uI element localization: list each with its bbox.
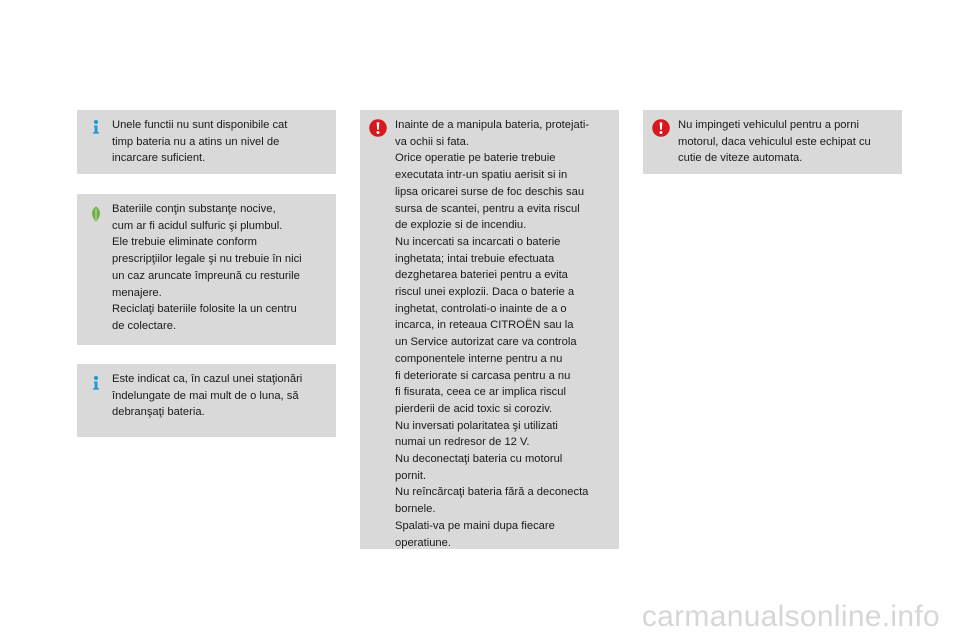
warning-icon — [652, 119, 670, 137]
warning-note-text: Inainte de a manipula bateria, protejati- va ochii si fata. Orice operatie pe baterie trebuie executata intr-un spatiu aerisit si in lipsa oricarei surse de foc deschis sau sursa de scantei, pentru a evita riscul de explozie si de incendiu. Nu incercati sa incarcati o baterie inghetata; intai trebuie efectuata dezghetarea bateriei pentru a evita riscul unei explozii. Daca o baterie a inghetat, controlati-o inainte de a o incarca, in reteaua CITROËN sau la un Service autorizat care va controla componentele interne pentru a nu fi deteriorate si carcasa pentru a nu fi fisurata, ceea ce ar implica riscul pierderii de acid toxic si coroziv. Nu inversati polaritatea şi utilizati numai un redresor de 12 V. Nu deconectaţi bateria cu motorul pornit. Nu reîncărcaţi bateria fără a deconecta bornele. Spalati-va pe maini dupa fiecare operatiune. — [395, 119, 590, 549]
info-note-box — [77, 110, 336, 174]
watermark: carmanualsonline.info — [641, 600, 940, 633]
info-note-text: Unele functii nu sunt disponibile cat timp bateria nu a atins un nivel de incarcare suficient. — [112, 119, 288, 165]
environment-note-box — [77, 194, 336, 345]
info-icon — [88, 119, 104, 135]
warning-note-box — [643, 110, 902, 174]
leaf-icon — [88, 206, 104, 222]
warning-note-box — [360, 110, 619, 549]
environment-note-text: Bateriile conţin substanţe nocive, cum ar fi acidul sulfuric şi plumbul. Ele trebuie eliminate conform prescripţiilor legale şi nu trebuie în nici un caz aruncate împreună cu resturile menajere. Reciclaţi bateriile folosite la un centru de colectare. — [112, 203, 302, 332]
info-icon — [88, 375, 104, 391]
info-note-box — [77, 364, 336, 437]
info-note-text: Este indicat ca, în cazul unei staţionări îndelungate de mai mult de o luna, să debranşaţi bateria. — [112, 373, 303, 419]
warning-icon — [369, 119, 387, 137]
warning-note-text: Nu impingeti vehiculul pentru a porni motorul, daca vehiculul este echipat cu cutie de viteze automata. — [678, 119, 871, 165]
